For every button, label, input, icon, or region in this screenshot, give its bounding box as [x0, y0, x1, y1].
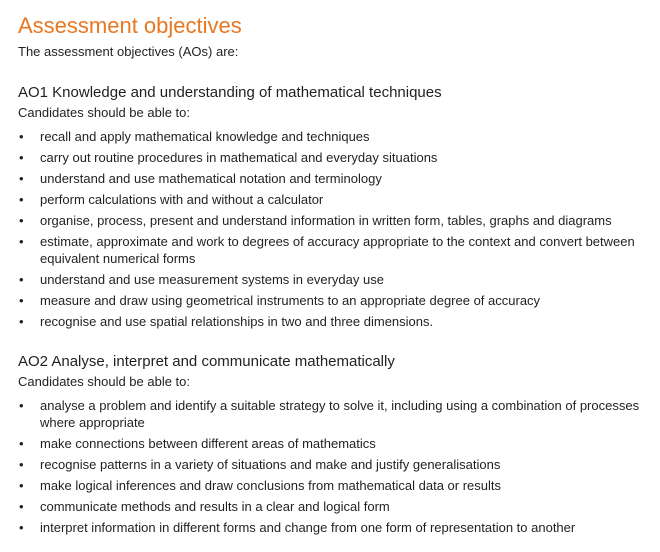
- list-item: [18, 292, 648, 309]
- ao2-heading: AO2 Analyse, interpret and communicate mathematically: [18, 353, 395, 370]
- ao2-section: [18, 352, 648, 536]
- list-item-text: estimate, approximate and work to degrees of accuracy appropriate to the context and convert between equivalent numerical forms: [40, 234, 635, 266]
- bullet-icon: •: [19, 272, 24, 287]
- list-item-text: recognise and use spatial relationships in two and three dimensions.: [40, 314, 434, 329]
- list-item: [18, 233, 648, 267]
- bullet-icon: •: [19, 192, 24, 207]
- list-item: [18, 149, 648, 166]
- list-item-text: interpret information in different forms and change from one form of representation to another: [40, 520, 576, 535]
- list-item-text: recognise patterns in a variety of situations and make and justify generalisations: [40, 457, 501, 472]
- list-item-text: analyse a problem and identify a suitable strategy to solve it, including using a combination of processes where appropriate: [40, 398, 640, 430]
- list-item: [18, 477, 648, 494]
- bullet-icon: •: [19, 314, 24, 329]
- bullet-icon: •: [19, 520, 24, 535]
- list-item-text: perform calculations with and without a calculator: [40, 192, 324, 207]
- list-item-text: organise, process, present and understand information in written form, tables, graphs and diagrams: [40, 213, 612, 228]
- document-page: [18, 12, 648, 540]
- ao1-list: [18, 128, 648, 330]
- bullet-icon: •: [19, 398, 24, 413]
- list-item: [18, 170, 648, 187]
- bullet-icon: •: [19, 457, 24, 472]
- ao2-list: [18, 397, 648, 536]
- list-item: [18, 397, 648, 431]
- list-item-text: make connections between different areas of mathematics: [40, 436, 376, 451]
- bullet-icon: •: [19, 234, 24, 249]
- ao1-section: [18, 83, 648, 330]
- list-item-text: measure and draw using geometrical instruments to an appropriate degree of accuracy: [40, 293, 541, 308]
- bullet-icon: •: [19, 478, 24, 493]
- list-item: [18, 435, 648, 452]
- list-item-text: carry out routine procedures in mathematical and everyday situations: [40, 150, 438, 165]
- bullet-icon: •: [19, 213, 24, 228]
- list-item-text: make logical inferences and draw conclusions from mathematical data or results: [40, 478, 501, 493]
- list-item-text: understand and use measurement systems in everyday use: [40, 272, 384, 287]
- bullet-icon: •: [19, 293, 24, 308]
- list-item: [18, 128, 648, 145]
- list-item: [18, 271, 648, 288]
- list-item: [18, 519, 648, 536]
- list-item: [18, 191, 648, 208]
- bullet-icon: •: [19, 171, 24, 186]
- list-item: [18, 212, 648, 229]
- ao1-lead: Candidates should be able to:: [18, 105, 191, 120]
- bullet-icon: •: [19, 129, 24, 144]
- ao1-heading: AO1 Knowledge and understanding of mathematical techniques: [18, 84, 442, 101]
- list-item-text: understand and use mathematical notation and terminology: [40, 171, 382, 186]
- bullet-icon: •: [19, 499, 24, 514]
- ao2-lead: Candidates should be able to:: [18, 374, 191, 389]
- list-item-text: recall and apply mathematical knowledge and techniques: [40, 129, 370, 144]
- list-item: [18, 498, 648, 515]
- list-item: [18, 456, 648, 473]
- list-item: [18, 313, 648, 330]
- bullet-icon: •: [19, 150, 24, 165]
- intro-text: The assessment objectives (AOs) are:: [18, 44, 239, 59]
- bullet-icon: •: [19, 436, 24, 451]
- list-item-text: communicate methods and results in a clear and logical form: [40, 499, 390, 514]
- page-title: Assessment objectives: [18, 13, 242, 38]
